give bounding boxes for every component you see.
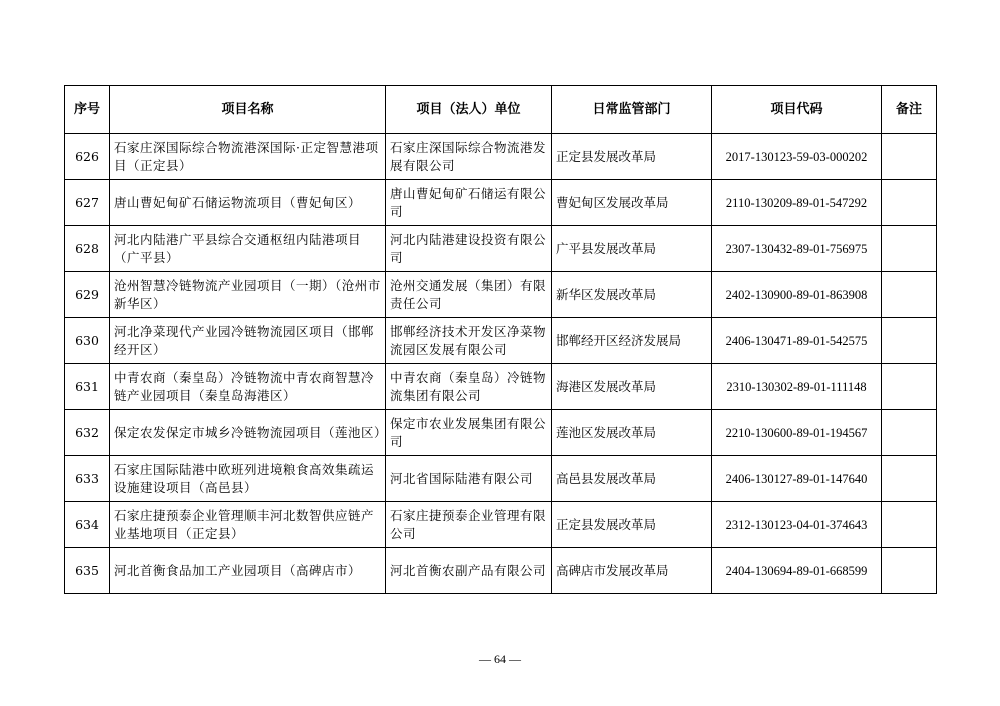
cell-remarks xyxy=(882,364,937,410)
cell-project-unit: 邯郸经济技术开发区净菜物流园区发展有限公司 xyxy=(386,318,552,364)
table-row xyxy=(65,548,937,594)
cell-supervision-dept: 邯郸经开区经济发展局 xyxy=(552,318,712,364)
cell-remarks xyxy=(882,226,937,272)
header-serial-no: 序号 xyxy=(65,86,110,134)
page-number: — 64 — xyxy=(479,652,521,666)
cell-project-name: 石家庄深国际综合物流港深国际·正定智慧港项目（正定县） xyxy=(110,134,386,180)
cell-supervision-dept: 高邑县发展改革局 xyxy=(552,456,712,502)
cell-project-unit: 保定市农业发展集团有限公司 xyxy=(386,410,552,456)
table-row xyxy=(65,318,937,364)
table-row xyxy=(65,180,937,226)
cell-supervision-dept: 正定县发展改革局 xyxy=(552,134,712,180)
cell-remarks xyxy=(882,318,937,364)
cell-supervision-dept: 曹妃甸区发展改革局 xyxy=(552,180,712,226)
table-row xyxy=(65,502,937,548)
table-row xyxy=(65,272,937,318)
table-row xyxy=(65,364,937,410)
cell-remarks xyxy=(882,180,937,226)
table-row xyxy=(65,226,937,272)
table-row xyxy=(65,456,937,502)
cell-serial-no: 627 xyxy=(65,180,110,226)
cell-project-name: 石家庄捷预泰企业管理顺丰河北数智供应链产业基地项目（正定县） xyxy=(110,502,386,548)
cell-project-name: 石家庄国际陆港中欧班列进境粮食高效集疏运设施建设项目（高邑县） xyxy=(110,456,386,502)
cell-serial-no: 626 xyxy=(65,134,110,180)
cell-project-code: 2310-130302-89-01-111148 xyxy=(712,364,882,410)
cell-project-unit: 石家庄捷预泰企业管理有限公司 xyxy=(386,502,552,548)
cell-remarks xyxy=(882,456,937,502)
cell-project-name: 保定农发保定市城乡冷链物流园项目（莲池区） xyxy=(110,410,386,456)
cell-project-unit: 沧州交通发展（集团）有限责任公司 xyxy=(386,272,552,318)
cell-project-unit: 中青农商（秦皇岛）冷链物流集团有限公司 xyxy=(386,364,552,410)
header-project-code: 项目代码 xyxy=(712,86,882,134)
cell-project-code: 2402-130900-89-01-863908 xyxy=(712,272,882,318)
cell-project-name: 中青农商（秦皇岛）冷链物流中青农商智慧冷链产业园项目（秦皇岛海港区） xyxy=(110,364,386,410)
cell-project-code: 2312-130123-04-01-374643 xyxy=(712,502,882,548)
header-supervision-dept: 日常监管部门 xyxy=(552,86,712,134)
cell-serial-no: 630 xyxy=(65,318,110,364)
cell-project-code: 2406-130471-89-01-542575 xyxy=(712,318,882,364)
cell-project-code: 2110-130209-89-01-547292 xyxy=(712,180,882,226)
project-table xyxy=(64,85,937,594)
cell-remarks xyxy=(882,134,937,180)
cell-supervision-dept: 莲池区发展改革局 xyxy=(552,410,712,456)
cell-project-code: 2307-130432-89-01-756975 xyxy=(712,226,882,272)
cell-project-unit: 石家庄深国际综合物流港发展有限公司 xyxy=(386,134,552,180)
cell-project-code: 2017-130123-59-03-000202 xyxy=(712,134,882,180)
cell-project-code: 2210-130600-89-01-194567 xyxy=(712,410,882,456)
cell-project-name: 河北首衡食品加工产业园项目（高碑店市） xyxy=(110,548,386,594)
cell-remarks xyxy=(882,502,937,548)
cell-supervision-dept: 高碑店市发展改革局 xyxy=(552,548,712,594)
cell-supervision-dept: 新华区发展改革局 xyxy=(552,272,712,318)
cell-serial-no: 632 xyxy=(65,410,110,456)
cell-serial-no: 633 xyxy=(65,456,110,502)
cell-project-unit: 唐山曹妃甸矿石储运有限公司 xyxy=(386,180,552,226)
table-row xyxy=(65,134,937,180)
cell-project-code: 2406-130127-89-01-147640 xyxy=(712,456,882,502)
cell-project-unit: 河北首衡农副产品有限公司 xyxy=(386,548,552,594)
cell-serial-no: 635 xyxy=(65,548,110,594)
cell-serial-no: 634 xyxy=(65,502,110,548)
cell-project-unit: 河北省国际陆港有限公司 xyxy=(386,456,552,502)
cell-remarks xyxy=(882,548,937,594)
cell-project-name: 沧州智慧冷链物流产业园项目（一期）（沧州市新华区） xyxy=(110,272,386,318)
cell-project-code: 2404-130694-89-01-668599 xyxy=(712,548,882,594)
table-header-row xyxy=(65,86,937,134)
cell-supervision-dept: 广平县发展改革局 xyxy=(552,226,712,272)
cell-remarks xyxy=(882,410,937,456)
cell-project-name: 河北内陆港广平县综合交通枢纽内陆港项目（广平县） xyxy=(110,226,386,272)
cell-remarks xyxy=(882,272,937,318)
table-row xyxy=(65,410,937,456)
cell-supervision-dept: 海港区发展改革局 xyxy=(552,364,712,410)
cell-serial-no: 629 xyxy=(65,272,110,318)
cell-serial-no: 628 xyxy=(65,226,110,272)
cell-project-name: 河北净菜现代产业园冷链物流园区项目（邯郸经开区） xyxy=(110,318,386,364)
cell-project-unit: 河北内陆港建设投资有限公司 xyxy=(386,226,552,272)
header-project-name: 项目名称 xyxy=(110,86,386,134)
cell-serial-no: 631 xyxy=(65,364,110,410)
header-remarks: 备注 xyxy=(882,86,937,134)
cell-supervision-dept: 正定县发展改革局 xyxy=(552,502,712,548)
header-project-unit: 项目（法人）单位 xyxy=(386,86,552,134)
cell-project-name: 唐山曹妃甸矿石储运物流项目（曹妃甸区） xyxy=(110,180,386,226)
